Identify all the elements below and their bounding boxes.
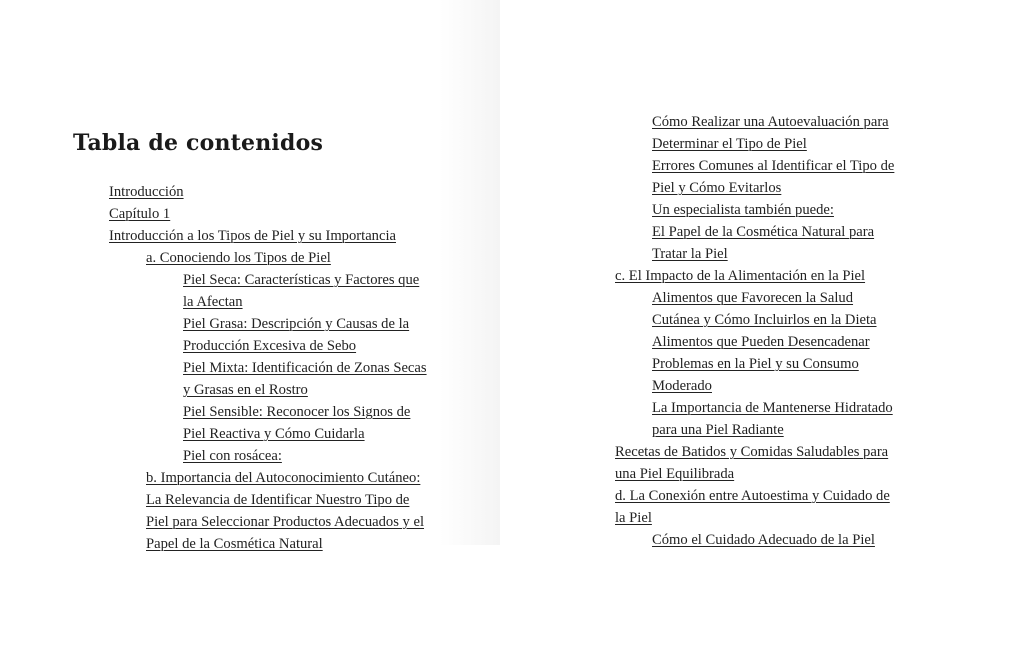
toc-link-piel-sensible-cont[interactable]: Piel Reactiva y Cómo Cuidarla bbox=[183, 426, 365, 442]
toc-link-cuidado-adecuado[interactable]: Cómo el Cuidado Adecuado de la Piel bbox=[652, 532, 875, 548]
toc-link-recetas-batidos-cont[interactable]: una Piel Equilibrada bbox=[615, 466, 735, 482]
toc-link-alimentos-desencadenar[interactable]: Alimentos que Pueden Desencadenar bbox=[652, 334, 870, 350]
toc-link-piel-sensible[interactable]: Piel Sensible: Reconocer los Signos de bbox=[183, 404, 411, 420]
toc-link-piel-seca-cont[interactable]: la Afectan bbox=[183, 294, 243, 310]
toc-link-autoevaluacion-cont[interactable]: Determinar el Tipo de Piel bbox=[652, 136, 807, 152]
toc-title: Tabla de contenidos bbox=[73, 130, 324, 156]
toc-link-piel-seca[interactable]: Piel Seca: Características y Factores que bbox=[183, 272, 420, 288]
toc-link-autoestima[interactable]: d. La Conexión entre Autoestima y Cuidado de bbox=[615, 488, 890, 504]
toc-link-introduccion-tipos-piel[interactable]: Introducción a los Tipos de Piel y su Importancia bbox=[109, 228, 396, 244]
toc-link-piel-mixta-cont[interactable]: y Grasas en el Rostro bbox=[183, 382, 308, 398]
toc-link-piel-grasa[interactable]: Piel Grasa: Descripción y Causas de la bbox=[183, 316, 410, 332]
toc-link-autoconocimiento-cont-1[interactable]: La Relevancia de Identificar Nuestro Tipo de bbox=[146, 492, 410, 508]
toc-link-errores-comunes-cont[interactable]: Piel y Cómo Evitarlos bbox=[652, 180, 782, 196]
toc-link-alimentos-desencadenar-cont-2[interactable]: Moderado bbox=[652, 378, 712, 394]
toc-link-hidratado[interactable]: La Importancia de Mantenerse Hidratado bbox=[652, 400, 893, 416]
toc-link-hidratado-cont[interactable]: para una Piel Radiante bbox=[652, 422, 784, 438]
toc-link-conociendo-tipos[interactable]: a. Conociendo los Tipos de Piel bbox=[146, 250, 331, 266]
toc-link-especialista[interactable]: Un especialista también puede: bbox=[652, 202, 834, 218]
toc-link-errores-comunes[interactable]: Errores Comunes al Identificar el Tipo de bbox=[652, 158, 895, 174]
toc-link-recetas-batidos[interactable]: Recetas de Batidos y Comidas Saludables para bbox=[615, 444, 889, 460]
toc-link-autoconocimiento-cont-2[interactable]: Piel para Seleccionar Productos Adecuados y el bbox=[146, 514, 425, 530]
toc-link-cosmetica-natural[interactable]: El Papel de la Cosmética Natural para bbox=[652, 224, 875, 240]
toc-link-alimentos-desencadenar-cont-1[interactable]: Problemas en la Piel y su Consumo bbox=[652, 356, 859, 372]
toc-link-capitulo-1[interactable]: Capítulo 1 bbox=[109, 206, 171, 222]
toc-link-impacto-alimentacion[interactable]: c. El Impacto de la Alimentación en la Piel bbox=[615, 268, 866, 284]
toc-right-column bbox=[0, 111, 894, 551]
toc-link-alimentos-favorecen[interactable]: Alimentos que Favorecen la Salud bbox=[652, 290, 854, 306]
toc-link-autoconocimiento-cont-3[interactable]: Papel de la Cosmética Natural bbox=[146, 536, 323, 552]
toc-link-introduccion[interactable]: Introducción bbox=[109, 184, 184, 200]
toc-link-cosmetica-natural-cont[interactable]: Tratar la Piel bbox=[652, 246, 728, 262]
toc-link-piel-mixta[interactable]: Piel Mixta: Identificación de Zonas Secas bbox=[183, 360, 427, 376]
toc-link-alimentos-favorecen-cont[interactable]: Cutánea y Cómo Incluirlos en la Dieta bbox=[652, 312, 877, 328]
toc-link-piel-grasa-cont[interactable]: Producción Excesiva de Sebo bbox=[183, 338, 357, 354]
toc-link-autoestima-cont[interactable]: la Piel bbox=[615, 510, 652, 526]
toc-link-autoevaluacion[interactable]: Cómo Realizar una Autoevaluación para bbox=[652, 114, 889, 130]
toc-link-autoconocimiento[interactable]: b. Importancia del Autoconocimiento Cutáneo: bbox=[146, 470, 421, 486]
toc-link-piel-rosacea[interactable]: Piel con rosácea: bbox=[183, 448, 282, 464]
